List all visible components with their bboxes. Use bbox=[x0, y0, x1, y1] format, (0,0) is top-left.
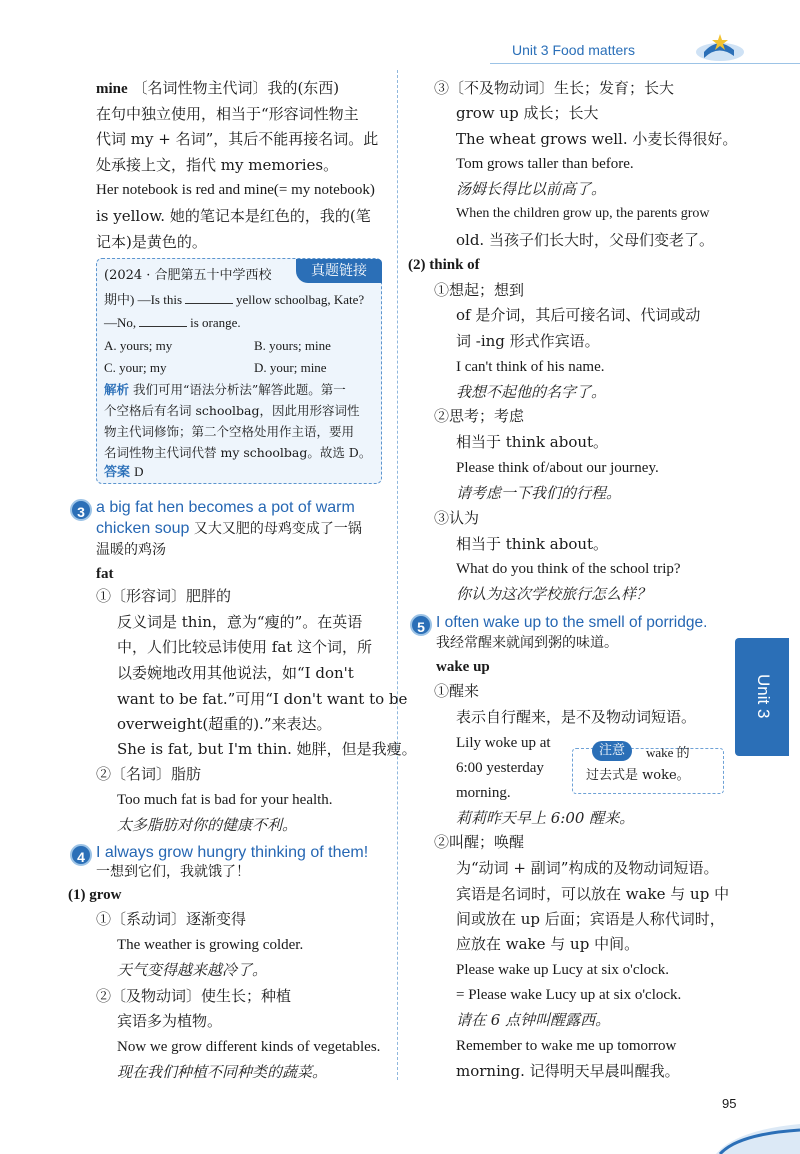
grow-up-phrase: grow up 成长；长大 bbox=[456, 104, 599, 122]
wake-note-1: 表示自行醒来，是不及物动词短语。 bbox=[456, 708, 697, 726]
grow-example-1-cn: 天气变得越来越冷了。 bbox=[117, 961, 268, 979]
think-example-2: Please think of/about our journey. bbox=[456, 460, 659, 476]
wake-up-word: wake up bbox=[436, 659, 490, 675]
think-example-3: What do you think of the school trip? bbox=[456, 561, 681, 577]
unit-side-tab bbox=[735, 638, 789, 756]
grow-example-5b: old. 当孩子们长大时，父母们变老了。 bbox=[456, 231, 714, 249]
mine-definition: 〔名词性物主代词〕我的(东西) bbox=[132, 79, 340, 97]
fat-example-2-cn: 太多脂肪对你的健康不利。 bbox=[117, 816, 298, 834]
think-note-1: of 是介词，其后可接名词、代词或动 bbox=[456, 306, 701, 324]
fat-def-1: ①〔形容词〕肥胖的 bbox=[96, 587, 232, 605]
grow-example-1: The weather is growing colder. bbox=[117, 937, 304, 953]
mine-line-2: 在句中独立使用，相当于“形容词性物主 bbox=[96, 105, 359, 123]
mine-word: mine bbox=[96, 81, 128, 97]
think-def-2: ②思考；考虑 bbox=[434, 407, 525, 425]
section-5-cn: 我经常醒来就闻到粥的味道。 bbox=[436, 635, 618, 651]
exam-question-1: 期中) —Is this yellow schoolbag, Kate? bbox=[104, 292, 365, 307]
wake-note-4: 间或放在 up 后面；宾语是人称代词时， bbox=[456, 910, 725, 928]
think-def-1: ①想起；想到 bbox=[434, 281, 525, 299]
note-line-1: wake 的 bbox=[646, 745, 690, 760]
wake-note-2: 为“动词 + 副词”构成的及物动词短语。 bbox=[456, 859, 719, 877]
wake-example-3-cn: 请在 6 点钟叫醒露西。 bbox=[456, 1011, 611, 1029]
note-tag: 注意 bbox=[592, 741, 632, 761]
wake-note-3: 宾语是名词时，可以放在 wake 与 up 中 bbox=[456, 885, 730, 903]
grow-example-5: When the children grow up, the parents grow bbox=[456, 206, 710, 221]
mine-example-3: 记本)是黄色的。 bbox=[96, 233, 207, 251]
answer-blank-1 bbox=[185, 303, 233, 304]
answer-value: D bbox=[134, 464, 144, 479]
grow-def-2: ②〔及物动词〕使生长；种植 bbox=[96, 987, 292, 1005]
book-logo-icon bbox=[690, 30, 746, 64]
fat-note-2: 中，人们比较忌讳使用 fat 这个词，所 bbox=[117, 638, 373, 656]
explanation-line-3: 物主代词修饰；第二个空格处用作主语，要用 bbox=[104, 424, 355, 439]
grow-example-4-cn: 汤姆长得比以前高了。 bbox=[456, 180, 607, 198]
section-4-badge: 4 bbox=[70, 844, 92, 866]
exam-link-tag: 真题链接 bbox=[296, 259, 382, 283]
section-5-title: I often wake up to the smell of porridge. bbox=[436, 614, 708, 631]
answer-line bbox=[104, 462, 144, 483]
mine-line-4: 处承接上文，指代 my memories。 bbox=[96, 156, 339, 174]
section-3-cn-2: 温暖的鸡汤 bbox=[96, 542, 166, 558]
think-example-2-cn: 请考虑一下我们的行程。 bbox=[456, 484, 622, 502]
fat-word: fat bbox=[96, 566, 114, 582]
wake-def-1: ①醒来 bbox=[434, 682, 480, 700]
fat-example-1: She is fat, but I'm thin. 她胖，但是我瘦。 bbox=[117, 740, 417, 758]
grow-def-1: ①〔系动词〕逐渐变得 bbox=[96, 910, 247, 928]
grow-def-3: ③〔不及物动词〕生长；发育；长大 bbox=[434, 79, 675, 97]
fat-note-5: overweight(超重的).”来表达。 bbox=[117, 715, 332, 733]
unit-header-title: Unit 3 Food matters bbox=[512, 42, 635, 58]
wake-example-3: = Please wake Lucy up at six o'clock. bbox=[456, 987, 682, 1003]
answer-label: 答案 bbox=[104, 465, 131, 480]
think-note-4: 相当于 think about。 bbox=[456, 535, 609, 553]
fat-example-2: Too much fat is bad for your health. bbox=[117, 792, 333, 808]
think-note-2: 词 -ing 形式作宾语。 bbox=[456, 332, 600, 350]
header-rule bbox=[490, 63, 800, 64]
section-3-title-2: chicken soup 又大又肥的母鸡变成了一锅 bbox=[96, 520, 362, 537]
think-example-1-cn: 我想不起他的名字了。 bbox=[456, 383, 607, 401]
section-5-badge: 5 bbox=[410, 614, 432, 636]
mine-line-3: 代词 my + 名词”，其后不能再接名词。此 bbox=[96, 130, 379, 148]
wake-example-1c: morning. bbox=[456, 785, 511, 801]
section-4-cn: 一想到它们，我就饿了！ bbox=[96, 864, 250, 880]
page-corner-decoration bbox=[716, 1118, 800, 1154]
think-note-3: 相当于 think about。 bbox=[456, 433, 609, 451]
grow-note-2: 宾语多为植物。 bbox=[117, 1012, 223, 1030]
wake-def-2: ②叫醒；唤醒 bbox=[434, 833, 525, 851]
grow-example-2: Now we grow different kinds of vegetables. bbox=[117, 1039, 381, 1055]
section-3-title-1: a big fat hen becomes a pot of warm bbox=[96, 499, 355, 516]
mine-example-1: Her notebook is red and mine(= my notebook) bbox=[96, 182, 375, 198]
mine-line-1 bbox=[96, 78, 339, 99]
exam-question-2: —No, is orange. bbox=[104, 315, 241, 330]
grow-example-2-cn: 现在我们种植不同种类的蔬菜。 bbox=[117, 1063, 328, 1081]
option-a: A. yours; my bbox=[104, 338, 173, 353]
section-3-badge: 3 bbox=[70, 499, 92, 521]
think-example-3-cn: 你认为这次学校旅行怎么样？ bbox=[456, 585, 652, 603]
answer-blank-2 bbox=[139, 326, 187, 327]
fat-note-4: want to be fat.”可用“I don't want to be bbox=[117, 690, 408, 708]
wake-example-2: Please wake up Lucy at six o'clock. bbox=[456, 962, 670, 978]
grow-example-3: The wheat grows well. 小麦长得很好。 bbox=[456, 130, 738, 148]
mine-example-2: is yellow. 她的笔记本是红色的，我的(笔 bbox=[96, 207, 371, 225]
grow-subheading: (1) grow bbox=[68, 887, 122, 903]
option-d: D. your; mine bbox=[254, 360, 327, 375]
exam-source: (2024 · 合肥第五十中学西校 bbox=[104, 268, 272, 283]
fat-note-3: 以委婉地改用其他说法，如“I don't bbox=[117, 664, 354, 682]
fat-note-1: 反义词是 thin，意为“瘦的”。在英语 bbox=[117, 613, 363, 631]
explanation-label: 解析 bbox=[104, 382, 130, 397]
wake-note-5: 应放在 wake 与 up 中间。 bbox=[456, 935, 640, 953]
wake-example-1a: Lily woke up at bbox=[456, 735, 551, 751]
explanation-line-1: 解析 我们可用“语法分析法”解答此题。第一 bbox=[104, 382, 346, 397]
note-line-2: 过去式是 woke。 bbox=[586, 768, 690, 783]
side-tab-label: Unit 3 bbox=[754, 674, 773, 719]
think-example-1: I can't think of his name. bbox=[456, 359, 605, 375]
wake-example-1-cn: 莉莉昨天早上 6:00 醒来。 bbox=[456, 809, 635, 827]
page-number: 95 bbox=[722, 1096, 737, 1111]
wake-example-4b: morning. 记得明天早晨叫醒我。 bbox=[456, 1062, 680, 1080]
wake-example-1b: 6:00 yesterday bbox=[456, 760, 544, 776]
option-c: C. your; my bbox=[104, 360, 167, 375]
option-b: B. yours; mine bbox=[254, 338, 331, 353]
wake-example-4: Remember to wake me up tomorrow bbox=[456, 1038, 677, 1054]
explanation-line-2: 个空格后有名词 schoolbag，因此用形容词性 bbox=[104, 403, 360, 418]
think-def-3: ③认为 bbox=[434, 509, 480, 527]
column-divider bbox=[397, 70, 398, 1080]
section-4-title: I always grow hungry thinking of them! bbox=[96, 844, 369, 861]
explanation-line-4: 名词性物主代词代替 my schoolbag。故选 D。 bbox=[104, 445, 372, 460]
fat-def-2: ②〔名词〕脂肪 bbox=[96, 765, 202, 783]
think-of-subheading: (2) think of bbox=[408, 257, 480, 273]
grow-example-4: Tom grows taller than before. bbox=[456, 156, 634, 172]
